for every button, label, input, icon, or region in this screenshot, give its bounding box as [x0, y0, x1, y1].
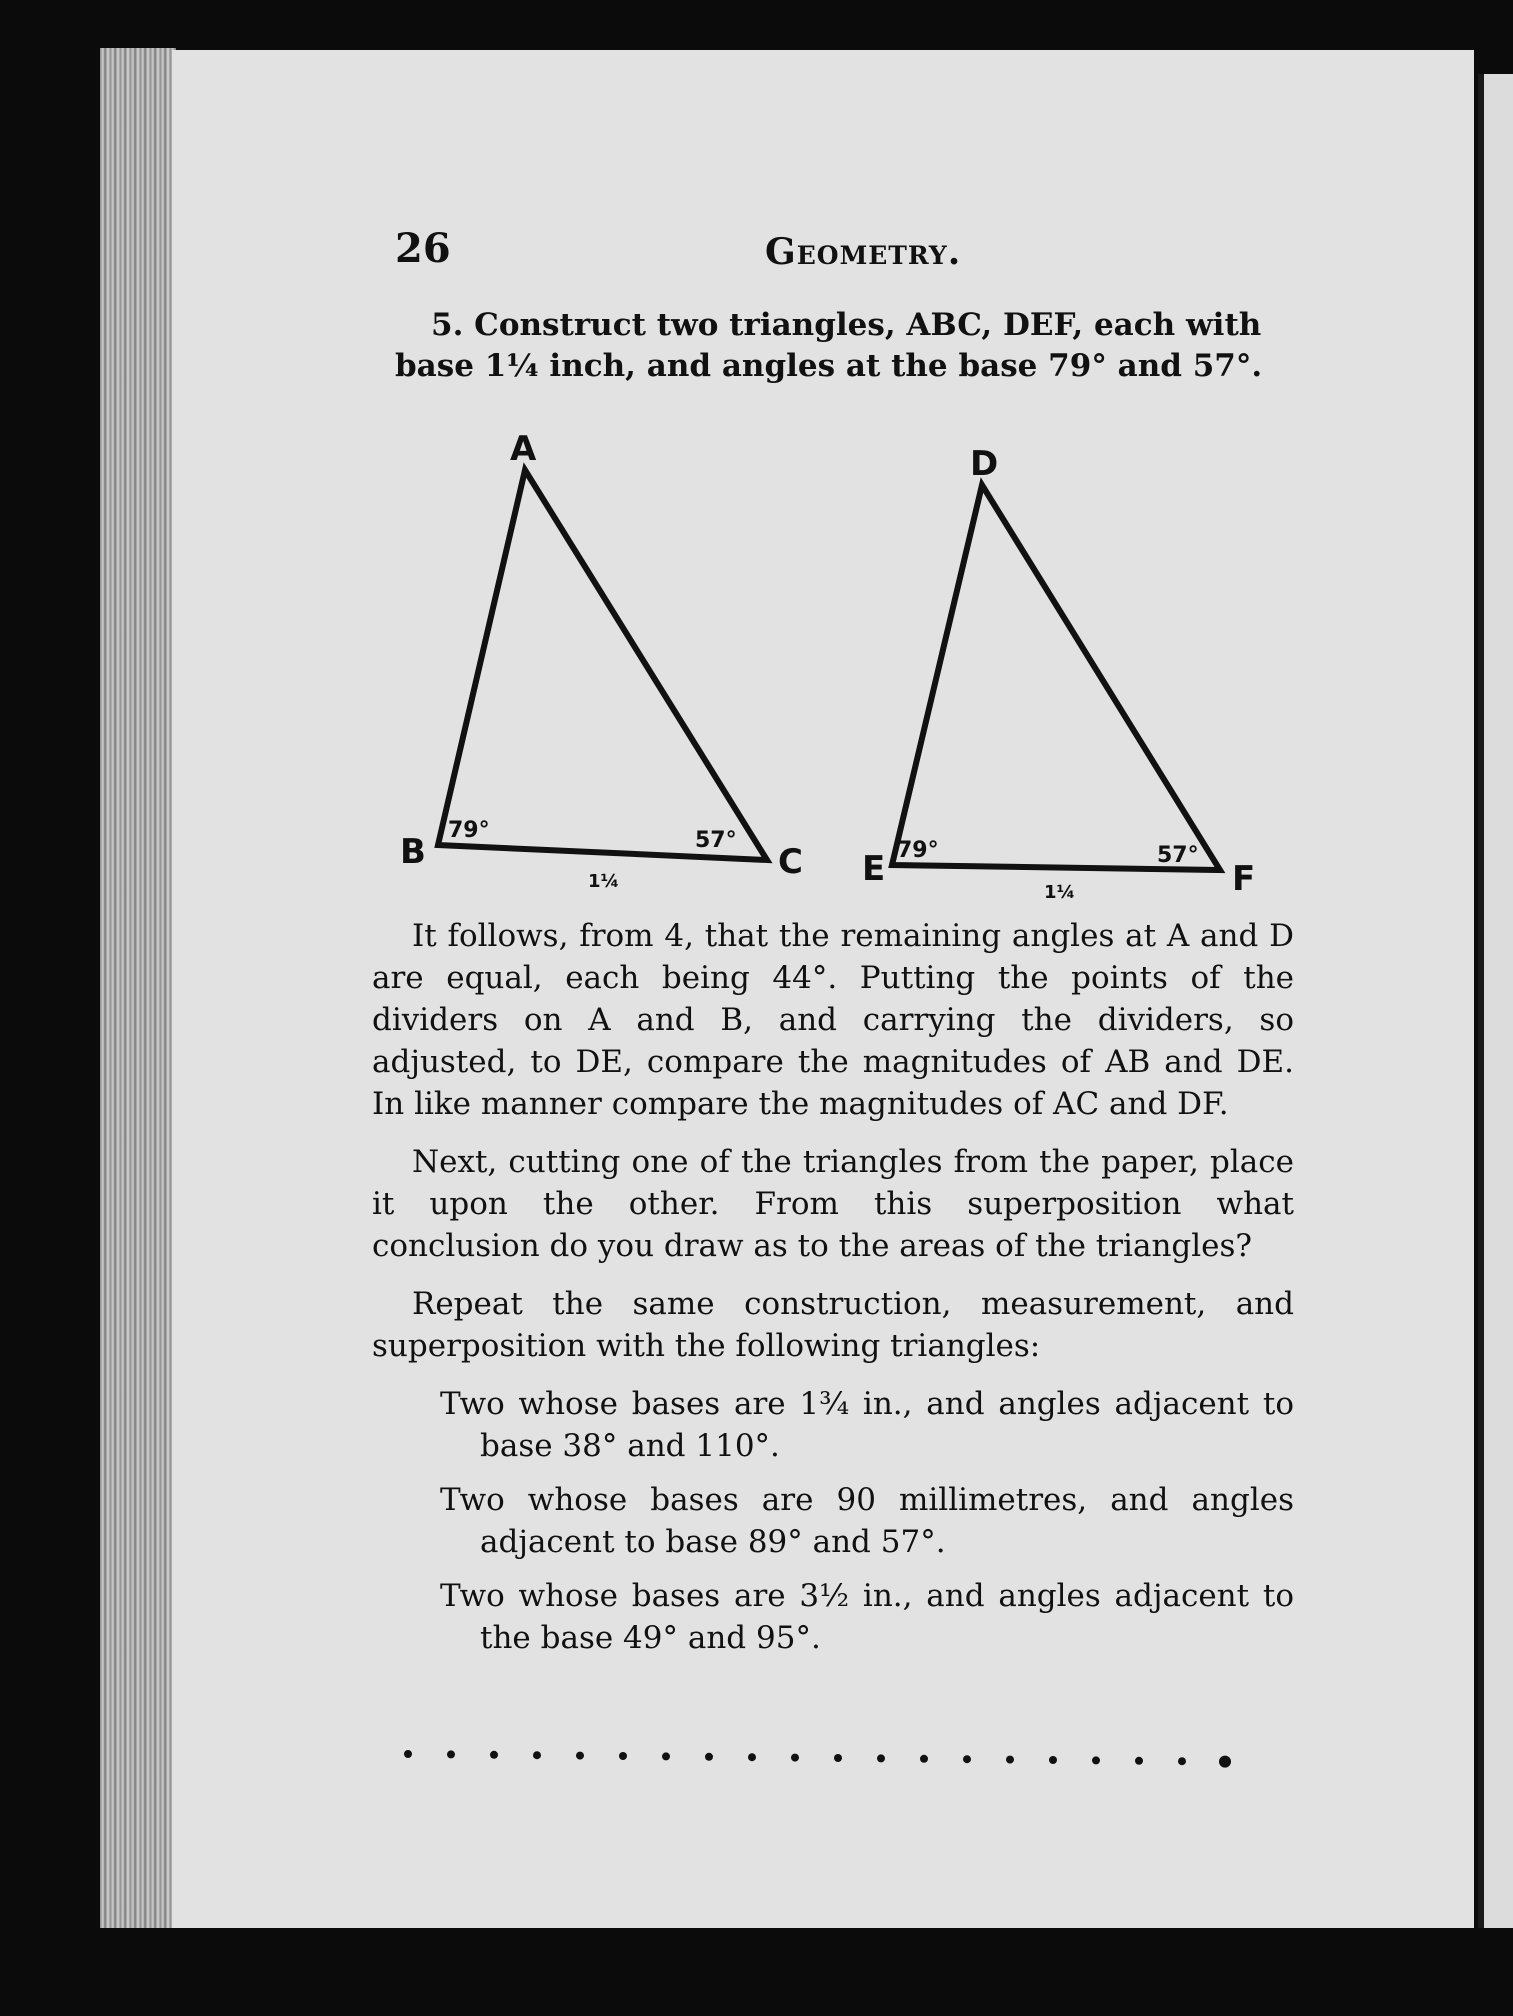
base-ef-length: 1¼: [1044, 882, 1076, 903]
leader-dot: [748, 1753, 756, 1761]
angle-b: 79°: [448, 818, 490, 843]
base-bc-length: 1¼: [588, 871, 620, 892]
facing-page-edge: [1478, 74, 1513, 1934]
exercise-text: Construct two triangles, ABC, DEF, each with base 1¼ inch, and angles at the base 79° and 57°.: [395, 307, 1263, 384]
angle-c: 57°: [695, 828, 737, 853]
paragraph-superposition: Next, cutting one of the triangles from the paper, place it upon the other. From this superposition what conclusion do you draw as to the areas of the triangles?: [372, 1144, 1294, 1264]
label-c: C: [778, 842, 803, 882]
list-item-text: Two whose bases are 90 millimetres, and angles adjacent to base 89° and 57°.: [440, 1482, 1294, 1560]
paragraph-comparison: It follows, from 4, that the remaining angles at A and D are equal, each being 44°. Putting the points of the dividers on A and B, and carrying the dividers, so adjusted, to DE, compare the magnitudes of AB and DE. In like manner compare the magnitudes of AC and DF.: [372, 918, 1294, 1122]
list-item-text: Two whose bases are 3½ in., and angles adjacent to the base 49° and 95°.: [440, 1578, 1294, 1656]
leader-dot: [619, 1752, 627, 1760]
angle-e: 79°: [897, 838, 939, 863]
list-item: [372, 1479, 1294, 1563]
leader-dot: [1178, 1757, 1186, 1765]
list-item-text: Two whose bases are 1¾ in., and angles adjacent to base 38° and 110°.: [440, 1386, 1294, 1464]
list-item: [372, 1575, 1294, 1659]
page-number: 26: [395, 225, 451, 272]
triangles-figure: [390, 425, 1300, 915]
label-e: E: [862, 849, 886, 889]
leader-dot: [1092, 1756, 1100, 1764]
leader-dot: [1219, 1756, 1231, 1768]
leader-dot: [404, 1750, 412, 1758]
angle-f: 57°: [1157, 843, 1199, 868]
leader-dot: [447, 1750, 455, 1758]
leader-dot: [533, 1751, 541, 1759]
leader-dot: [791, 1754, 799, 1762]
label-d: D: [970, 444, 999, 484]
triangle-def: [862, 444, 1255, 903]
label-f: F: [1232, 859, 1256, 899]
triangle-def-outline: [892, 485, 1220, 870]
paragraph-repeat: Repeat the same construction, measurement, and superposition with the following triangles:: [372, 1286, 1294, 1364]
page-title: Geometry.: [765, 231, 962, 273]
leader-dot: [1049, 1756, 1057, 1764]
page-edges: [100, 48, 176, 1928]
leader-dot: [877, 1754, 885, 1762]
label-a: A: [510, 429, 537, 469]
dot-leader: [400, 1740, 1240, 1770]
label-b: B: [400, 832, 426, 872]
leader-dot: [834, 1754, 842, 1762]
triangles-diagram: [390, 425, 1300, 915]
leader-dot: [1135, 1757, 1143, 1765]
leader-dot: [963, 1755, 971, 1763]
leader-dot: [576, 1752, 584, 1760]
body-text: [372, 915, 1294, 1671]
triangle-abc-outline: [438, 470, 767, 860]
leader-dot: [490, 1751, 498, 1759]
triangle-abc: [400, 429, 803, 892]
leader-dot: [1006, 1756, 1014, 1764]
list-item: [372, 1383, 1294, 1467]
exercise-statement: [395, 305, 1295, 387]
bottom-shadow: [100, 1928, 1513, 2016]
exercise-number: 5.: [431, 307, 464, 343]
running-head: [395, 225, 1355, 275]
leader-dot: [920, 1755, 928, 1763]
leader-dot: [705, 1753, 713, 1761]
leader-dot: [662, 1752, 670, 1760]
